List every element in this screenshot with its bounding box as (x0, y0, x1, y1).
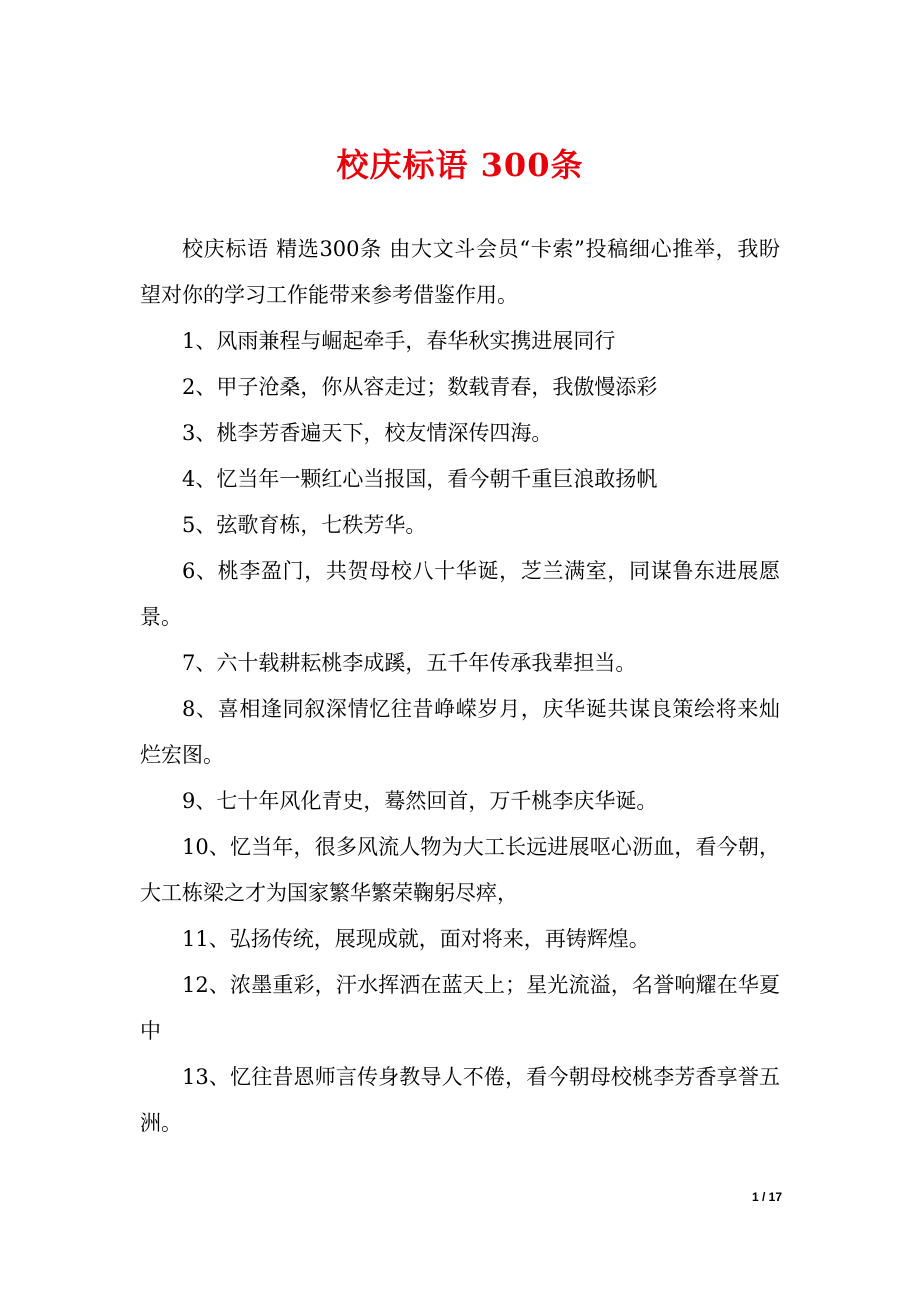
slogan-item: 8、喜相逢同叙深情忆往昔峥嵘岁月，庆华诞共谋良策绘将来灿烂宏图。 (140, 697, 780, 767)
slogan-item: 12、浓墨重彩，汗水挥洒在蓝天上；星光流溢，名誉响耀在华夏中 (140, 973, 780, 1043)
slogan-item: 10、忆当年，很多风流人物为大工长远进展呕心沥血，看今朝，大工栋梁之才为国家繁华繁荣鞠躬尽瘁， (140, 835, 780, 905)
slogan-item: 9、七十年风化青史，蓦然回首，万千桃李庆华诞。 (182, 789, 658, 813)
slogan-item: 11、弘扬传统，展现成就，面对将来，再铸辉煌。 (182, 927, 650, 951)
slogan-item: 6、桃李盈门，共贺母校八十华诞，芝兰满室，同谋鲁东进展愿景。 (140, 559, 780, 629)
slogan-item: 4、忆当年一颗红心当报国，看今朝千重巨浪敢扬帆 (182, 467, 658, 491)
slogan-item: 13、忆往昔恩师言传身教导人不倦，看今朝母校桃李芳香享誉五洲。 (140, 1065, 780, 1135)
intro-paragraph: 校庆标语 精选300条 由大文斗会员“卡索”投稿细心推举，我盼望对你的学习工作能带来参考借鉴作用。 (140, 237, 780, 307)
slogan-item: 5、弦歌育栋，七秩芳华。 (182, 513, 427, 537)
slogan-item: 7、六十载耕耘桃李成蹊，五千年传承我辈担当。 (182, 651, 637, 675)
slogan-item: 3、桃李芳香遍天下，校友情深传四海。 (182, 421, 553, 445)
document-body (140, 226, 780, 1146)
slogan-item: 1、风雨兼程与崛起牵手，春华秋实携进展同行 (182, 329, 616, 353)
document-title: 校庆标语 300条 (336, 146, 584, 184)
slogan-item: 2、甲子沧桑，你从容走过；数载青春，我傲慢添彩 (182, 375, 658, 399)
page-number: 1 / 17 (751, 1190, 782, 1204)
